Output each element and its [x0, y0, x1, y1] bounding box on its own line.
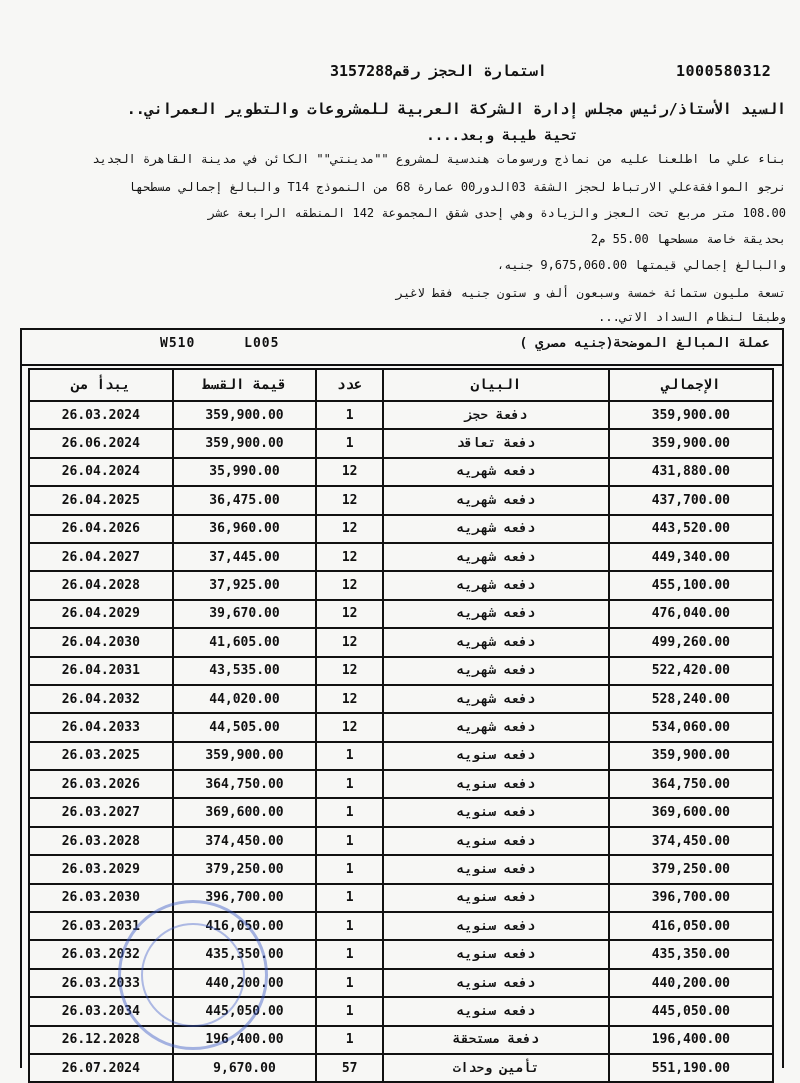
cell-description: دفعه سنويه [383, 855, 609, 883]
cell-description: دفعه شهريه [383, 543, 609, 571]
currency-row [20, 328, 784, 366]
cell-description: دفعه سنويه [383, 997, 609, 1025]
cell-start: 26.04.2024 [29, 458, 173, 486]
cell-total: 196,400.00 [609, 1026, 773, 1054]
cell-installment: 36,960.00 [173, 515, 317, 543]
cell-count: 1 [316, 827, 383, 855]
cell-total: 359,900.00 [609, 742, 773, 770]
cell-start: 26.03.2033 [29, 969, 173, 997]
table-row [29, 742, 773, 770]
cell-start: 26.04.2026 [29, 515, 173, 543]
cell-count: 1 [316, 884, 383, 912]
cell-description: دفعه سنويه [383, 742, 609, 770]
cell-description: دفعه سنويه [383, 969, 609, 997]
document-header [0, 62, 800, 84]
cell-start: 26.03.2034 [29, 997, 173, 1025]
cell-installment: 359,900.00 [173, 401, 317, 429]
table-row [29, 657, 773, 685]
cell-start: 26.03.2029 [29, 855, 173, 883]
cell-start: 26.03.2028 [29, 827, 173, 855]
cell-description: دفعة مستحقة [383, 1026, 609, 1054]
cell-start: 26.07.2024 [29, 1054, 173, 1082]
cell-start: 26.04.2025 [29, 486, 173, 514]
cell-installment: 41,605.00 [173, 628, 317, 656]
cell-installment: 445,050.00 [173, 997, 317, 1025]
cell-count: 12 [316, 515, 383, 543]
table-row [29, 855, 773, 883]
cell-start: 26.04.2028 [29, 571, 173, 599]
cell-installment: 396,700.00 [173, 884, 317, 912]
cell-count: 1 [316, 997, 383, 1025]
cell-installment: 44,505.00 [173, 713, 317, 741]
cell-count: 1 [316, 798, 383, 826]
cell-description: دفعة تعاقد [383, 429, 609, 457]
cell-installment: 35,990.00 [173, 458, 317, 486]
letter-line-3: 108.00 متر مربع تحت العجز والزيادة وهي إحدى شقق المجموعة 142 المنطقه الرابعة عشر [207, 206, 786, 220]
header-count: عدد [316, 369, 383, 401]
letter-line-5: والبالغ إجمالي قيمتها 9,675,060.00 جنيه، [496, 258, 786, 272]
table-row [29, 401, 773, 429]
cell-count: 12 [316, 486, 383, 514]
cell-installment: 359,900.00 [173, 429, 317, 457]
stamp-inner-ring [141, 923, 245, 1027]
cell-installment: 37,445.00 [173, 543, 317, 571]
cell-count: 57 [316, 1054, 383, 1082]
table-row [29, 884, 773, 912]
cell-description: دفعه شهريه [383, 600, 609, 628]
cell-total: 528,240.00 [609, 685, 773, 713]
cell-start: 26.03.2032 [29, 940, 173, 968]
cell-installment: 369,600.00 [173, 798, 317, 826]
cell-description: دفعه شهريه [383, 628, 609, 656]
cell-total: 396,700.00 [609, 884, 773, 912]
cell-count: 1 [316, 429, 383, 457]
form-title: استمارة الحجز رقم3157288 [330, 62, 547, 80]
table-row [29, 600, 773, 628]
cell-total: 359,900.00 [609, 401, 773, 429]
cell-total: 364,750.00 [609, 770, 773, 798]
cell-installment: 379,250.00 [173, 855, 317, 883]
cell-total: 359,900.00 [609, 429, 773, 457]
cell-description: دفعه سنويه [383, 884, 609, 912]
cell-total: 443,520.00 [609, 515, 773, 543]
table-row [29, 515, 773, 543]
cell-installment: 364,750.00 [173, 770, 317, 798]
header-start: يبدأ من [29, 369, 173, 401]
table-header-row [29, 369, 773, 401]
table-row [29, 685, 773, 713]
cell-installment: 9,670.00 [173, 1054, 317, 1082]
cell-start: 26.06.2024 [29, 429, 173, 457]
table-row [29, 458, 773, 486]
cell-start: 26.03.2026 [29, 770, 173, 798]
cell-count: 1 [316, 940, 383, 968]
cell-description: دفعه سنويه [383, 798, 609, 826]
cell-total: 445,050.00 [609, 997, 773, 1025]
table-row [29, 827, 773, 855]
cell-start: 26.03.2031 [29, 912, 173, 940]
header-total: الإجمالي [609, 369, 773, 401]
cell-description: دفعه سنويه [383, 940, 609, 968]
cell-count: 12 [316, 628, 383, 656]
cell-description: دفعه شهريه [383, 486, 609, 514]
cell-total: 499,260.00 [609, 628, 773, 656]
cell-count: 12 [316, 713, 383, 741]
cell-installment: 44,020.00 [173, 685, 317, 713]
cell-description: دفعه شهريه [383, 571, 609, 599]
cell-total: 440,200.00 [609, 969, 773, 997]
table-row [29, 543, 773, 571]
table-row [29, 429, 773, 457]
cell-installment: 196,400.00 [173, 1026, 317, 1054]
cell-total: 522,420.00 [609, 657, 773, 685]
cell-total: 455,100.00 [609, 571, 773, 599]
header-description: البيان [383, 369, 609, 401]
cell-description: دفعه سنويه [383, 770, 609, 798]
header-installment: قيمة القسط [173, 369, 317, 401]
letter-line-4: بحديقة خاصة مسطحها 55.00 م2 [590, 232, 786, 246]
cell-count: 12 [316, 600, 383, 628]
cell-description: دفعه شهريه [383, 713, 609, 741]
table-row [29, 571, 773, 599]
table-row [29, 486, 773, 514]
cell-count: 12 [316, 458, 383, 486]
code-w510: W510 [160, 336, 196, 351]
cell-installment: 435,350.00 [173, 940, 317, 968]
cell-count: 1 [316, 1026, 383, 1054]
table-row [29, 798, 773, 826]
letter-line-2: نرجو الموافقةعلي الارتباط لحجز الشقة 03الدور00 عمارة 68 من النموذج T14 والبالغ إجمالي مسطحها [128, 180, 786, 194]
cell-start: 26.03.2030 [29, 884, 173, 912]
cell-count: 1 [316, 912, 383, 940]
cell-installment: 416,050.00 [173, 912, 317, 940]
cell-description: دفعه سنويه [383, 827, 609, 855]
cell-description: دفعه شهريه [383, 458, 609, 486]
cell-start: 26.04.2030 [29, 628, 173, 656]
cell-start: 26.04.2027 [29, 543, 173, 571]
cell-installment: 43,535.00 [173, 657, 317, 685]
cell-start: 26.12.2028 [29, 1026, 173, 1054]
cell-count: 12 [316, 685, 383, 713]
table-row [29, 1026, 773, 1054]
cell-total: 551,190.00 [609, 1054, 773, 1082]
letter-line-1: بناء علي ما اطلعنا عليه من نماذج ورسومات هندسية لمشروع ""مدينتي"" الكائن في مدينة القاهرة الجديد [92, 152, 786, 166]
cell-total: 431,880.00 [609, 458, 773, 486]
cell-total: 449,340.00 [609, 543, 773, 571]
cell-installment: 374,450.00 [173, 827, 317, 855]
letter-line-7: وطبقا لنظام السداد الاتي... [598, 310, 786, 324]
greeting-line: تحية طيبة وبعد.... [426, 128, 578, 144]
cell-description: دفعه سنويه [383, 912, 609, 940]
cell-count: 1 [316, 401, 383, 429]
cell-installment: 36,475.00 [173, 486, 317, 514]
cell-description: دفعه شهريه [383, 657, 609, 685]
cell-start: 26.03.2024 [29, 401, 173, 429]
cell-total: 435,350.00 [609, 940, 773, 968]
cell-start: 26.04.2029 [29, 600, 173, 628]
table-row [29, 628, 773, 656]
cell-start: 26.04.2033 [29, 713, 173, 741]
cell-total: 379,250.00 [609, 855, 773, 883]
cell-count: 12 [316, 543, 383, 571]
stamp-seal-icon [118, 900, 268, 1050]
currency-label: عملة المبالغ الموضحة(جنيه مصري ) [519, 336, 770, 351]
cell-description: دفعه شهريه [383, 515, 609, 543]
cell-count: 1 [316, 855, 383, 883]
code-l005: L005 [244, 336, 280, 351]
letter-line-6: تسعة مليون ستمائة خمسة وسبعون ألف و ستون جنيه فقط لاغير [395, 286, 786, 300]
cell-installment: 39,670.00 [173, 600, 317, 628]
cell-count: 12 [316, 571, 383, 599]
cell-start: 26.03.2027 [29, 798, 173, 826]
cell-count: 1 [316, 742, 383, 770]
cell-total: 534,060.00 [609, 713, 773, 741]
cell-installment: 440,200.00 [173, 969, 317, 997]
addressee-line: السيد الأستاذ/رئيس مجلس إدارة الشركة العربية للمشروعات والتطوير العمراني.. [126, 100, 786, 118]
table-row [29, 1054, 773, 1082]
cell-installment: 359,900.00 [173, 742, 317, 770]
cell-count: 1 [316, 770, 383, 798]
cell-description: دفعة حجز [383, 401, 609, 429]
cell-count: 1 [316, 969, 383, 997]
cell-start: 26.03.2025 [29, 742, 173, 770]
cell-start: 26.04.2032 [29, 685, 173, 713]
cell-total: 437,700.00 [609, 486, 773, 514]
cell-total: 416,050.00 [609, 912, 773, 940]
cell-count: 12 [316, 657, 383, 685]
cell-description: دفعه شهريه [383, 685, 609, 713]
cell-installment: 37,925.00 [173, 571, 317, 599]
table-row [29, 770, 773, 798]
cell-total: 374,450.00 [609, 827, 773, 855]
cell-start: 26.04.2031 [29, 657, 173, 685]
currency-codes [160, 336, 279, 351]
cell-total: 476,040.00 [609, 600, 773, 628]
cell-total: 369,600.00 [609, 798, 773, 826]
form-number: 1000580312 [676, 62, 772, 80]
table-row [29, 713, 773, 741]
cell-description: تأمين وحدات [383, 1054, 609, 1082]
